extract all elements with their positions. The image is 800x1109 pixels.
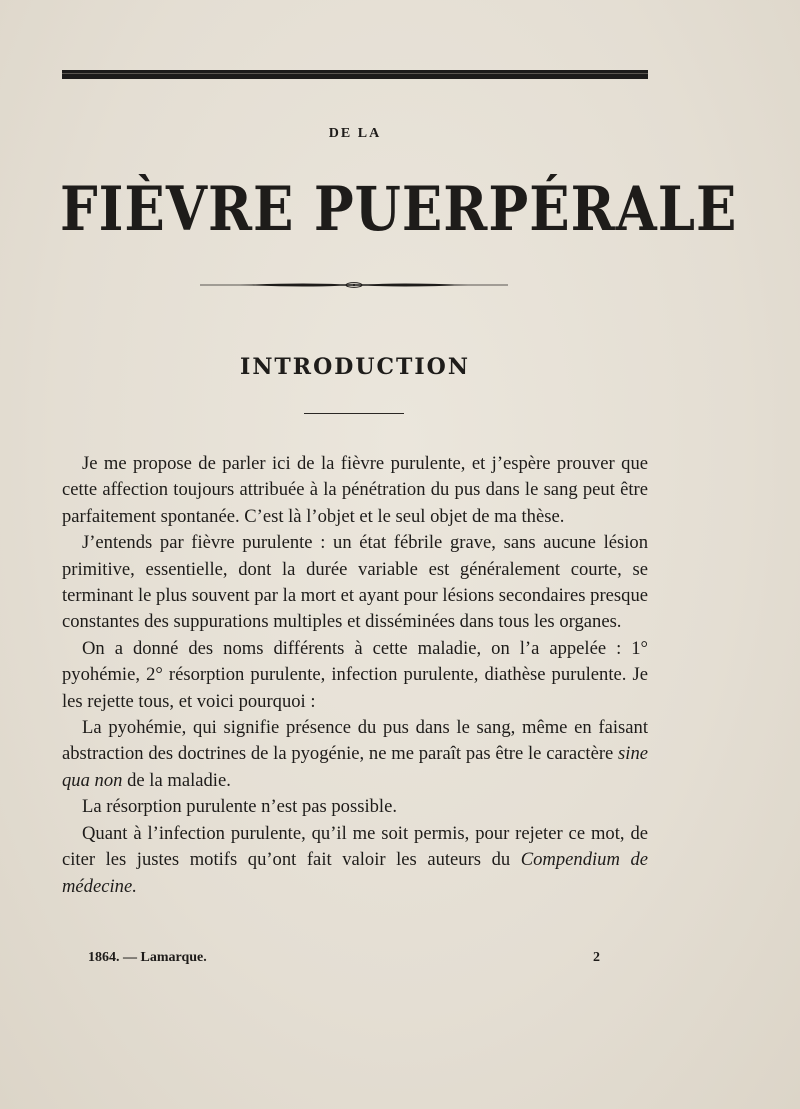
title-prefix: DE LA — [328, 126, 382, 141]
paragraph — [62, 821, 648, 900]
page-title: FIÈVRE PUERPÉRALE — [60, 174, 738, 245]
paragraph-text: de la maladie. — [122, 769, 231, 791]
paragraph-text: Quant à l’infection purulente, qu’il me soit permis, pour rejeter ce mot, de citer les justes motifs qu’ont fait valoir les auteurs du — [62, 822, 648, 871]
italic-phrase: Compendium de médecine. — [62, 849, 648, 897]
paragraph: On a donné des noms différents à cette maladie, on l’a appelée : 1° pyohémie, 2° résorption purulente, infection purulente, diathèse purulente. Je les rejette tous, et voici pourquoi : — [62, 637, 648, 712]
top-rule — [62, 70, 648, 79]
signature-mark: 2 — [593, 950, 600, 965]
italic-phrase: sine qua non — [62, 743, 648, 791]
section-rule — [304, 413, 404, 414]
paragraph-text: La pyohémie, qui signifie présence du pus dans le sang, même en faisant abstraction des doctrines de la pyogénie, ne me paraît pas être le caractère — [62, 717, 648, 765]
page-footer — [88, 950, 600, 966]
ornament-divider — [200, 282, 508, 288]
paragraph — [62, 715, 648, 794]
section-heading: INTRODUCTION — [240, 354, 470, 380]
paragraph: J’entends par fièvre purulente : un état fébrile grave, sans aucune lésion primitive, essentielle, dont la durée variable est généralement courte, se terminant le plus souvent par la mort et ayant pour lésions secondaires presque constantes des suppurations multiples et disséminées dans tous les organes. — [62, 532, 648, 633]
body-text — [62, 451, 648, 900]
paragraph: Je me propose de parler ici de la fièvre purulente, et j’espère prouver que cette affection toujours attribuée à la pénétration du pus dans le sang peut être parfaitement spontanée. C’est là l’objet et le seul objet de ma thèse. — [62, 453, 648, 527]
printer-imprint: 1864. — Lamarque. — [88, 950, 207, 965]
paragraph: La résorption purulente n’est pas possible. — [82, 796, 397, 818]
